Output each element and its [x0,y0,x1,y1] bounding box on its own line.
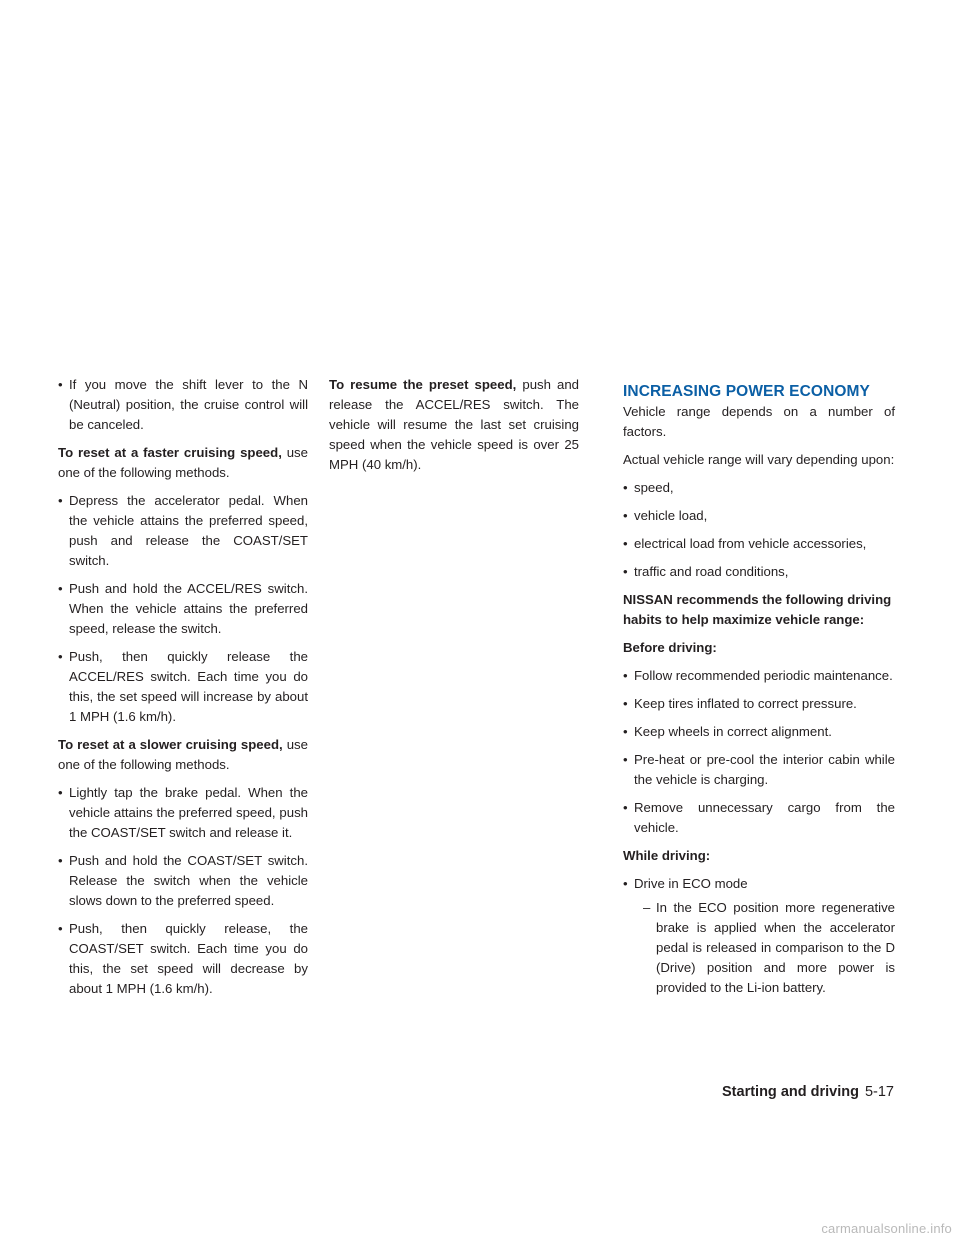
lead-text: To reset at a slower cruising speed, [58,737,283,752]
bullet-text: speed, [634,480,674,495]
bullet-item [58,579,308,639]
bullet-item [623,694,895,714]
bullet-text: electrical load from vehicle accessories, [634,536,867,551]
bullet-item [623,478,895,498]
bullet-text: Keep tires inflated to correct pressure. [634,696,857,711]
bullet-mark: • [58,921,63,936]
bullet-item [58,851,308,911]
bullet-text: traffic and road conditions, [634,564,789,579]
sub-item [623,898,895,998]
bullet-item [623,874,895,894]
dash-mark: – [643,900,651,915]
paragraph: Actual vehicle range will vary depending upon: [623,452,895,467]
bullet-text: Remove unnecessary cargo from the vehicle. [634,800,895,835]
bullet-mark: • [623,564,628,579]
bullet-text: Follow recommended periodic maintenance. [634,668,893,683]
bullet-text: If you move the shift lever to the N (Neutral) position, the cruise control will be canceled. [69,377,308,432]
bullet-item [623,534,895,554]
bullet-item [623,506,895,526]
bullet-mark: • [623,668,628,683]
bullet-text: Push, then quickly release the ACCEL/RES switch. Each time you do this, the set speed will increase by about 1 MPH (1.6 km/h). [69,649,308,724]
column-left [58,375,308,1007]
page-number: 5-17 [864,1084,894,1100]
bullet-mark: • [623,752,628,767]
bullet-item [58,491,308,571]
paragraph: Vehicle range depends on a number of factors. [623,404,895,439]
bullet-mark: • [58,649,63,664]
column-middle [329,375,579,483]
section-title: INCREASING POWER ECONOMY [623,383,870,400]
bullet-item [623,722,895,742]
bullet-item [58,375,308,435]
bullet-text: vehicle load, [634,508,708,523]
bullet-item [623,750,895,790]
bullet-mark: • [623,800,628,815]
bullet-text: Drive in ECO mode [634,876,748,891]
column-right [623,402,895,1006]
lead-text: To resume the preset speed, [329,377,517,392]
bullet-item [623,562,895,582]
bullet-mark: • [58,785,63,800]
watermark: carmanualsonline.info [821,1221,952,1236]
body-text: push and release the ACCEL/RES switch. The vehicle will resume the last set cruising speed when the vehicle speed is over 25 MPH (40 km/h). [329,377,579,472]
subheading-before-driving: Before driving: [623,640,717,655]
bullet-mark: • [623,536,628,551]
footer-section-name: Starting and driving [722,1084,859,1100]
page-footer [722,1084,894,1100]
bullet-mark: • [623,724,628,739]
bullet-item [58,783,308,843]
bullet-item [623,666,895,686]
bullet-mark: • [623,876,628,891]
paragraph-resume [329,375,579,475]
bullet-mark: • [58,581,63,596]
bullet-mark: • [623,508,628,523]
bullet-text: Push and hold the COAST/SET switch. Release the switch when the vehicle slows down to the preferred speed. [69,853,308,908]
bullet-item [623,798,895,838]
bullet-text: Push, then quickly release, the COAST/SET switch. Each time you do this, the set speed will decrease by about 1 MPH (1.6 km/h). [69,921,308,996]
paragraph-slower [58,735,308,775]
lead-text: To reset at a faster cruising speed, [58,445,282,460]
bullet-item [58,919,308,999]
paragraph-faster [58,443,308,483]
sub-item-text: In the ECO position more regenerative brake is applied when the accelerator pedal is released in comparison to the D (Drive) position and more power is provided to the Li-ion battery. [656,900,895,995]
bullet-mark: • [623,480,628,495]
bullet-mark: • [58,493,63,508]
bullet-text: Push and hold the ACCEL/RES switch. When the vehicle attains the preferred speed, release the switch. [69,581,308,636]
recommendation-heading: NISSAN recommends the following driving habits to help maximize vehicle range: [623,592,892,627]
bullet-mark: • [623,696,628,711]
bullet-mark: • [58,377,63,392]
body-text: use one of the following methods. [58,737,308,772]
bullet-text: Lightly tap the brake pedal. When the vehicle attains the preferred speed, push the COAST/SET switch and release it. [69,785,308,840]
bullet-text: Pre-heat or pre-cool the interior cabin while the vehicle is charging. [634,752,895,787]
body-text: use one of the following methods. [58,445,308,480]
bullet-item [58,647,308,727]
bullet-text: Depress the accelerator pedal. When the vehicle attains the preferred speed, push and release the COAST/SET switch. [69,493,308,568]
subheading-while-driving: While driving: [623,848,711,863]
bullet-text: Keep wheels in correct alignment. [634,724,832,739]
bullet-mark: • [58,853,63,868]
